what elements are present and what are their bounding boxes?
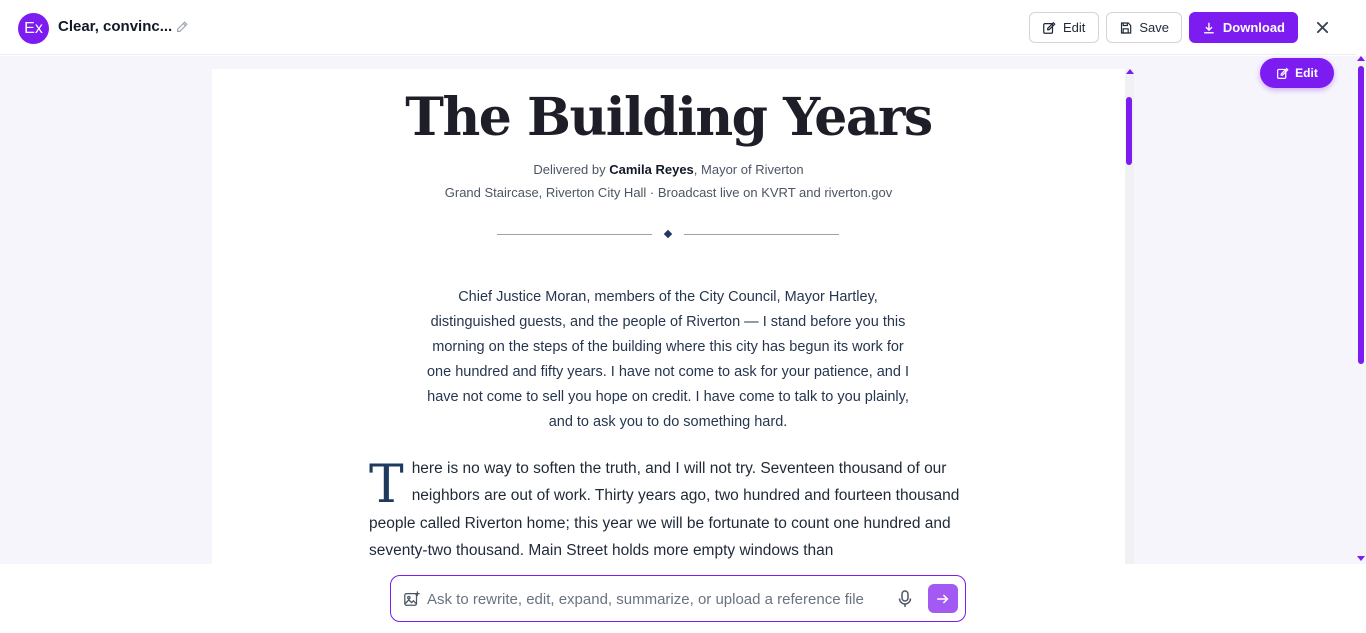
download-button[interactable] <box>1189 12 1298 43</box>
salutation-paragraph: Chief Justice Moran, members of the City Council, Mayor Hartley, distinguished guests, and the people of Riverton — I stand before you this morning on the steps of the building where this city has begun its work for one hundred and fifty years. I have not come to ask for your patience, and I have not come to sell you hope on credit. I have come to talk to you plainly, and to ask you to do something hard. <box>426 289 909 430</box>
save-button-label: Save <box>1139 20 1169 35</box>
document-scrollbar[interactable] <box>1125 69 1134 564</box>
page-scroll-up-icon[interactable] <box>1357 56 1365 61</box>
drop-cap: T <box>369 455 404 515</box>
save-button[interactable] <box>1106 12 1182 43</box>
download-button-label: Download <box>1222 20 1285 35</box>
floating-edit-label: Edit <box>1295 66 1318 80</box>
edit-button-label: Edit <box>1063 20 1086 35</box>
download-icon <box>1202 21 1216 35</box>
prompt-area <box>0 564 1366 633</box>
speaker-name: Camila Reyes <box>609 162 694 177</box>
byline-prefix: Delivered by <box>533 162 610 177</box>
prompt-input[interactable] <box>427 586 889 612</box>
speech-title: The Building Years <box>405 87 932 148</box>
page-scrollbar[interactable] <box>1356 56 1366 564</box>
image-upload-icon[interactable] <box>403 590 421 608</box>
page-scrollbar-thumb[interactable] <box>1358 66 1364 364</box>
scroll-up-arrow-icon[interactable] <box>1126 69 1134 74</box>
document-scrollbar-thumb[interactable] <box>1126 97 1132 165</box>
edit-icon <box>1276 67 1289 80</box>
save-icon <box>1119 21 1132 35</box>
document-page[interactable] <box>212 69 1125 564</box>
arrow-right-icon <box>936 592 950 606</box>
body-paragraph <box>369 455 963 564</box>
prompt-box <box>390 575 966 622</box>
page-scroll-down-icon[interactable] <box>1357 556 1365 561</box>
divider-right <box>684 234 839 235</box>
floating-edit-button[interactable] <box>1260 58 1334 88</box>
venue-line: Grand Staircase, Riverton City Hall · Broadcast live on KVRT and riverton.gov <box>444 185 893 200</box>
avatar[interactable]: Ex <box>18 13 49 44</box>
document-title: Clear, convinc... <box>58 18 173 35</box>
edit-button[interactable] <box>1029 12 1099 43</box>
byline-suffix: , Mayor of Riverton <box>693 162 804 177</box>
body-text: here is no way to soften the truth, and I will not try. Seventeen thousand of our neighbors are out of work. Thirty years ago, two hundred and fourteen thousand people called Riverton home; this year we will be fortunate to count one hundred and seventy-two thousand. Main Street holds more empty windows than <box>369 460 960 559</box>
divider-left <box>497 234 652 235</box>
rename-pencil-icon[interactable] <box>175 20 189 34</box>
close-icon <box>1316 21 1329 34</box>
top-bar <box>0 0 1356 55</box>
send-button[interactable] <box>928 584 958 613</box>
byline <box>212 162 1125 177</box>
microphone-icon[interactable] <box>896 589 914 609</box>
divider-diamond <box>664 230 672 238</box>
close-button[interactable] <box>1312 17 1332 37</box>
edit-icon <box>1042 21 1056 35</box>
document-workspace <box>0 56 1356 564</box>
